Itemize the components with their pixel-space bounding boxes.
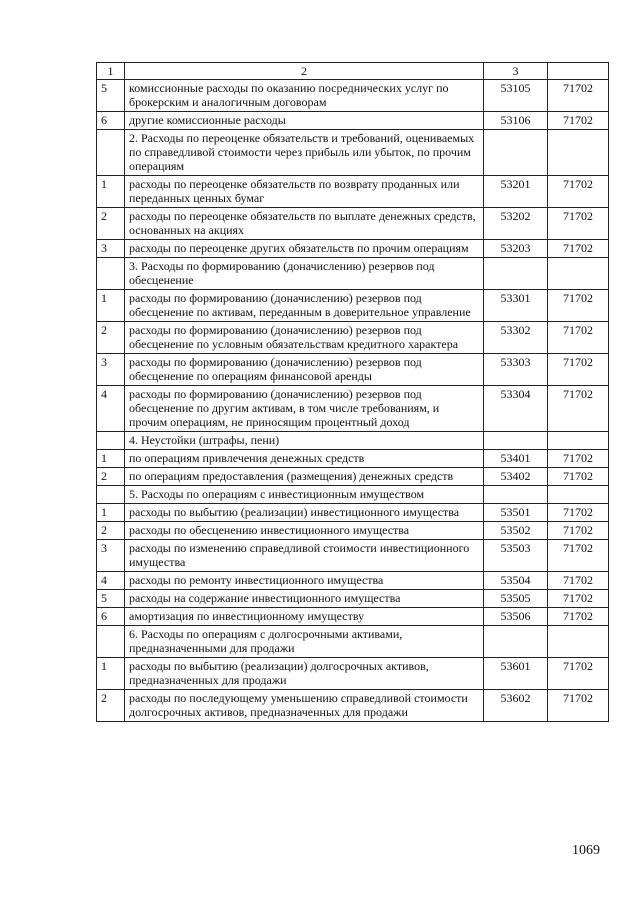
table-row bbox=[97, 504, 609, 522]
header-cell-symbol bbox=[548, 63, 609, 80]
table-row bbox=[97, 590, 609, 608]
table-row bbox=[97, 626, 609, 658]
table-row bbox=[97, 80, 609, 112]
row-symbol: 71702 bbox=[548, 522, 609, 540]
row-text: расходы по изменению справедливой стоимости инвестиционного имущества bbox=[125, 540, 484, 572]
row-number: 1 bbox=[97, 176, 125, 208]
row-text: 4. Неустойки (штрафы, пени) bbox=[125, 432, 484, 450]
row-text: расходы по переоценке других обязательств по прочим операциям bbox=[125, 240, 484, 258]
table-row bbox=[97, 468, 609, 486]
row-number: 1 bbox=[97, 658, 125, 690]
table-row bbox=[97, 486, 609, 504]
row-symbol: 71702 bbox=[548, 504, 609, 522]
row-number bbox=[97, 626, 125, 658]
row-number: 4 bbox=[97, 386, 125, 432]
table-row bbox=[97, 432, 609, 450]
table-row bbox=[97, 386, 609, 432]
row-text: расходы по последующему уменьшению справедливой стоимости долгосрочных активов, предназначенных для продажи bbox=[125, 690, 484, 722]
row-symbol bbox=[548, 258, 609, 290]
row-text: по операциям привлечения денежных средств bbox=[125, 450, 484, 468]
row-number: 2 bbox=[97, 690, 125, 722]
row-account: 53502 bbox=[484, 522, 548, 540]
ledger-table bbox=[96, 62, 609, 722]
table-row bbox=[97, 258, 609, 290]
row-symbol: 71702 bbox=[548, 572, 609, 590]
table-row bbox=[97, 176, 609, 208]
row-number bbox=[97, 486, 125, 504]
row-number: 1 bbox=[97, 290, 125, 322]
row-account: 53201 bbox=[484, 176, 548, 208]
row-number bbox=[97, 130, 125, 176]
row-text: расходы по ремонту инвестиционного имущества bbox=[125, 572, 484, 590]
row-symbol bbox=[548, 626, 609, 658]
row-number: 5 bbox=[97, 80, 125, 112]
row-text: расходы по переоценке обязательств по возврату проданных или переданных ценных бумаг bbox=[125, 176, 484, 208]
row-symbol: 71702 bbox=[548, 322, 609, 354]
row-text: расходы по формированию (доначислению) резервов под обесценение по другим активам, в том числе требованиям, и прочим операциям, не приносящим процентный доход bbox=[125, 386, 484, 432]
row-symbol: 71702 bbox=[548, 80, 609, 112]
table-row bbox=[97, 322, 609, 354]
table-row bbox=[97, 240, 609, 258]
table-row bbox=[97, 658, 609, 690]
row-number: 3 bbox=[97, 354, 125, 386]
row-account bbox=[484, 432, 548, 450]
row-number: 1 bbox=[97, 450, 125, 468]
table-row bbox=[97, 130, 609, 176]
row-account: 53304 bbox=[484, 386, 548, 432]
row-symbol: 71702 bbox=[548, 240, 609, 258]
row-account: 53105 bbox=[484, 80, 548, 112]
row-symbol: 71702 bbox=[548, 208, 609, 240]
row-account: 53202 bbox=[484, 208, 548, 240]
row-symbol: 71702 bbox=[548, 354, 609, 386]
row-text: расходы по выбытию (реализации) инвестиционного имущества bbox=[125, 504, 484, 522]
row-number: 2 bbox=[97, 468, 125, 486]
header-cell-number: 1 bbox=[97, 63, 125, 80]
row-account: 53303 bbox=[484, 354, 548, 386]
table-row bbox=[97, 690, 609, 722]
table-row bbox=[97, 522, 609, 540]
row-account: 53601 bbox=[484, 658, 548, 690]
row-number: 2 bbox=[97, 522, 125, 540]
row-account: 53203 bbox=[484, 240, 548, 258]
row-number: 5 bbox=[97, 590, 125, 608]
row-symbol: 71702 bbox=[548, 468, 609, 486]
row-symbol: 71702 bbox=[548, 290, 609, 322]
row-symbol bbox=[548, 432, 609, 450]
row-account bbox=[484, 486, 548, 504]
row-account: 53504 bbox=[484, 572, 548, 590]
row-text: расходы по обесценению инвестиционного имущества bbox=[125, 522, 484, 540]
header-row bbox=[97, 63, 609, 80]
row-text: 3. Расходы по формированию (доначислению) резервов под обесценение bbox=[125, 258, 484, 290]
row-text: расходы по формированию (доначислению) резервов под обесценение по операциям финансовой аренды bbox=[125, 354, 484, 386]
row-number: 1 bbox=[97, 504, 125, 522]
page-number: 1069 bbox=[572, 843, 600, 858]
row-text: расходы на содержание инвестиционного имущества bbox=[125, 590, 484, 608]
header-cell-account: 3 bbox=[484, 63, 548, 80]
row-account: 53401 bbox=[484, 450, 548, 468]
row-text: 2. Расходы по переоценке обязательств и требований, оцениваемых по справедливой стоимости через прибыль или убыток, по прочим операциям bbox=[125, 130, 484, 176]
row-number: 6 bbox=[97, 112, 125, 130]
row-text: амортизация по инвестиционному имуществу bbox=[125, 608, 484, 626]
row-account: 53106 bbox=[484, 112, 548, 130]
row-symbol: 71702 bbox=[548, 590, 609, 608]
row-number: 6 bbox=[97, 608, 125, 626]
row-symbol: 71702 bbox=[548, 450, 609, 468]
row-number bbox=[97, 432, 125, 450]
row-number: 2 bbox=[97, 322, 125, 354]
row-account: 53301 bbox=[484, 290, 548, 322]
row-account: 53506 bbox=[484, 608, 548, 626]
row-account bbox=[484, 258, 548, 290]
row-symbol: 71702 bbox=[548, 176, 609, 208]
row-account bbox=[484, 626, 548, 658]
row-text: 6. Расходы по операциям с долгосрочными активами, предназначенными для продажи bbox=[125, 626, 484, 658]
row-account bbox=[484, 130, 548, 176]
table-row bbox=[97, 208, 609, 240]
row-text: комиссионные расходы по оказанию посреднических услуг по брокерским и аналогичным договорам bbox=[125, 80, 484, 112]
row-text: по операциям предоставления (размещения) денежных средств bbox=[125, 468, 484, 486]
row-account: 53503 bbox=[484, 540, 548, 572]
header-cell-text: 2 bbox=[125, 63, 484, 80]
row-symbol: 71702 bbox=[548, 540, 609, 572]
table-row bbox=[97, 354, 609, 386]
row-account: 53602 bbox=[484, 690, 548, 722]
row-symbol: 71702 bbox=[548, 386, 609, 432]
table-row bbox=[97, 290, 609, 322]
row-text: другие комиссионные расходы bbox=[125, 112, 484, 130]
row-number: 3 bbox=[97, 240, 125, 258]
table-row bbox=[97, 540, 609, 572]
row-symbol bbox=[548, 130, 609, 176]
table-row bbox=[97, 572, 609, 590]
row-number: 2 bbox=[97, 208, 125, 240]
row-account: 53501 bbox=[484, 504, 548, 522]
row-text: расходы по выбытию (реализации) долгосрочных активов, предназначенных для продажи bbox=[125, 658, 484, 690]
row-account: 53505 bbox=[484, 590, 548, 608]
row-account: 53402 bbox=[484, 468, 548, 486]
table-row bbox=[97, 450, 609, 468]
row-number: 3 bbox=[97, 540, 125, 572]
row-text: 5. Расходы по операциям с инвестиционным имуществом bbox=[125, 486, 484, 504]
row-symbol: 71702 bbox=[548, 608, 609, 626]
row-text: расходы по формированию (доначислению) резервов под обесценение по условным обязательствам кредитного характера bbox=[125, 322, 484, 354]
row-text: расходы по формированию (доначислению) резервов под обесценение по активам, переданным в доверительное управление bbox=[125, 290, 484, 322]
table-row bbox=[97, 112, 609, 130]
row-symbol: 71702 bbox=[548, 112, 609, 130]
table-row bbox=[97, 608, 609, 626]
row-account: 53302 bbox=[484, 322, 548, 354]
row-symbol bbox=[548, 486, 609, 504]
row-text: расходы по переоценке обязательств по выплате денежных средств, основанных на акциях bbox=[125, 208, 484, 240]
row-number bbox=[97, 258, 125, 290]
row-number: 4 bbox=[97, 572, 125, 590]
row-symbol: 71702 bbox=[548, 690, 609, 722]
ledger-body bbox=[97, 63, 609, 722]
row-symbol: 71702 bbox=[548, 658, 609, 690]
